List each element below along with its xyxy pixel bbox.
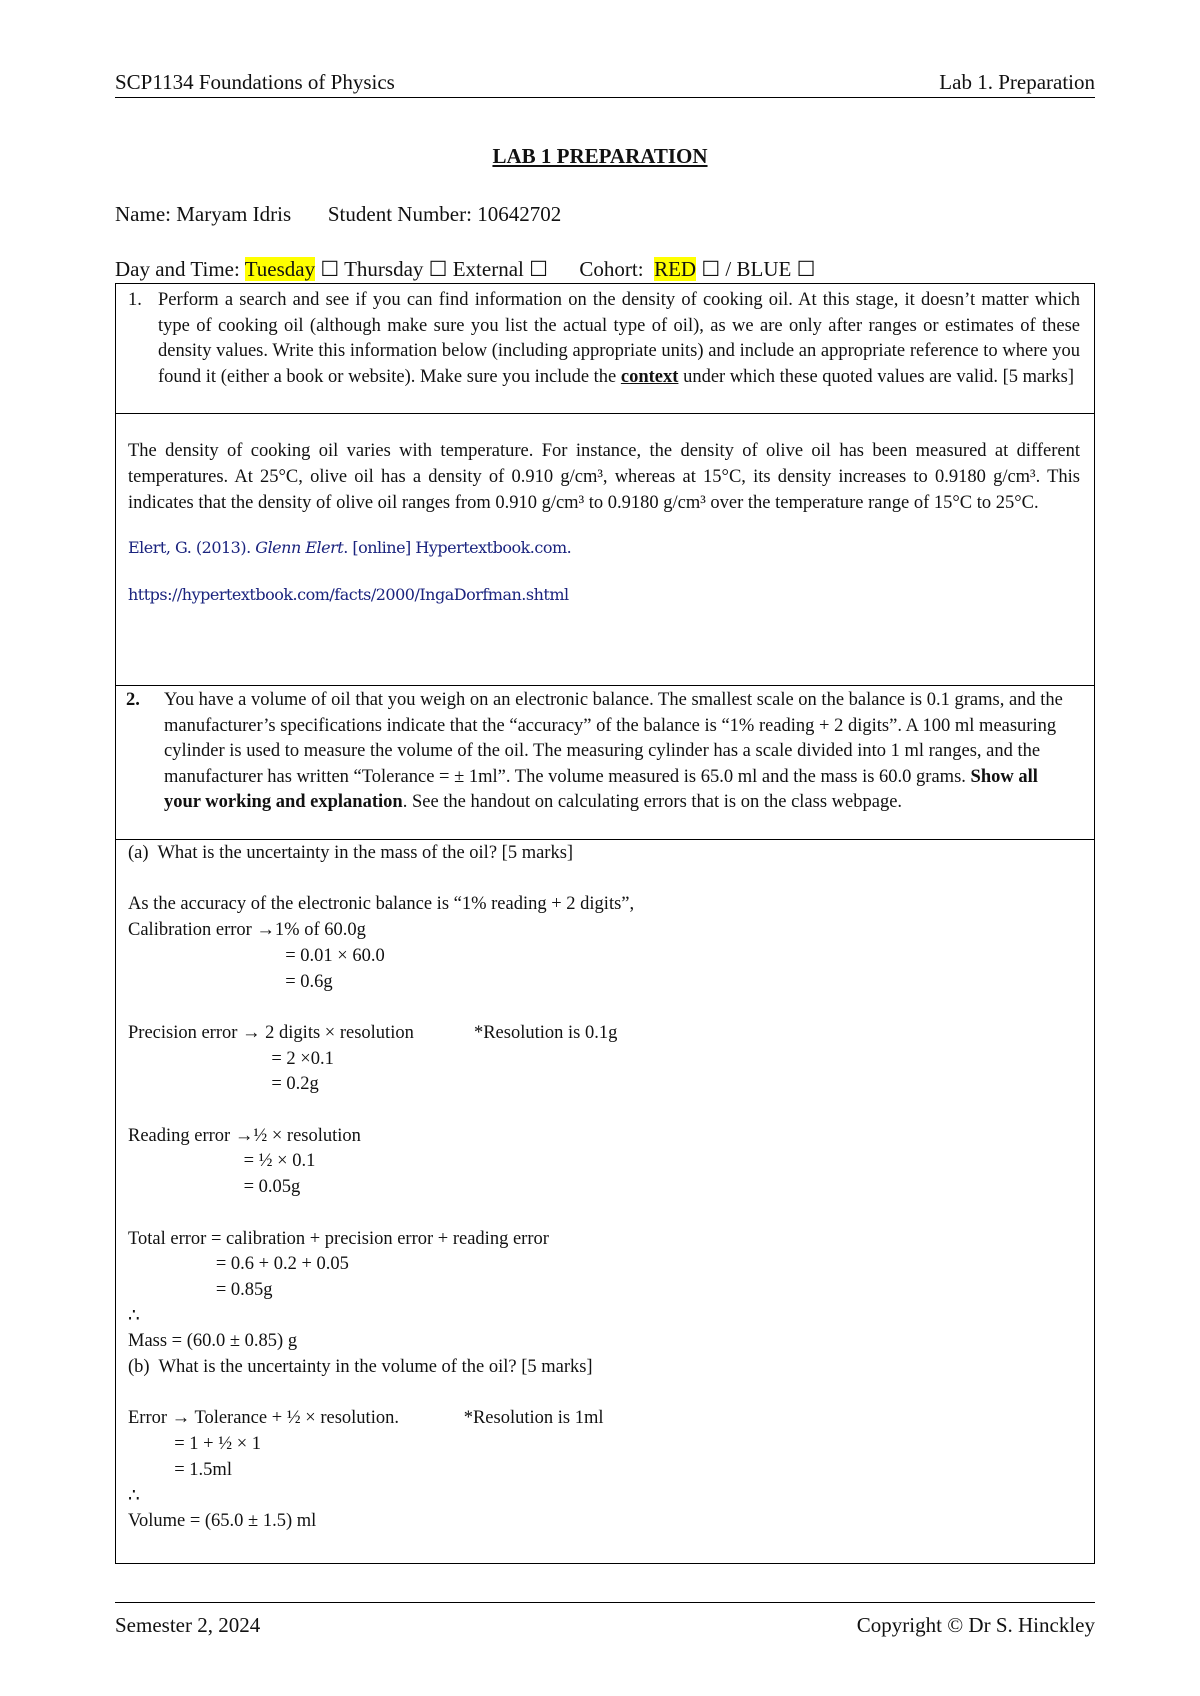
- question-2-text: [164, 688, 1064, 816]
- tuesday-highlight: Tuesday: [244, 257, 316, 281]
- part-b-question: (b) What is the uncertainty in the volume of the oil? [5 marks]: [128, 1357, 593, 1378]
- student-number: Student Number: 10642702: [327, 202, 562, 226]
- question-1-end: under which these quoted values are valid. [5 marks]: [678, 366, 1075, 387]
- question-2-box: [115, 686, 1095, 840]
- student-name: Name: Maryam Idris: [115, 202, 292, 226]
- cohort-label: Cohort:: [547, 257, 655, 281]
- question-2-end: . See the handout on calculating errors that is on the class webpage.: [402, 792, 903, 812]
- page-header: [115, 70, 1095, 98]
- answer-1-box: [115, 414, 1095, 686]
- day-time-label: Day and Time:: [115, 257, 245, 281]
- part-b-working: Error → Tolerance + ½ × resolution. *Resolution is 1ml = 1 + ½ × 1 = 1.5ml ∴ Volume = (65.0 ± 1.5) ml: [128, 1408, 604, 1532]
- question-1-body: Perform a search and see if you can find information on the density of cooking oil. At this stage, it doesn’t matter which type of cooking oil (although make sure you list the actual type of oil), as we are only after ranges or estimates of these density values. Write this information below (including appropriate units) and include an appropriate reference to where you found it (either a book or website). Make sure you include the: [158, 290, 1080, 387]
- question-1: [128, 288, 1080, 390]
- question-1-box: [115, 283, 1095, 414]
- reference-source: . [online] Hypertextbook.com.: [343, 538, 572, 557]
- reference-url[interactable]: https://hypertextbook.com/facts/2000/IngaDorfman.shtml: [128, 585, 569, 604]
- question-2-body: You have a volume of oil that you weigh on an electronic balance. The smallest scale on the balance is 0.1 grams, and the manufacturer’s specifications indicate that the “accuracy” of the balance is “1% reading + 2 digits”. A 100 ml measuring cylinder is used to measure the volume of the oil. The measuring cylinder has a scale divided into 1 ml ranges, and the manufacturer has written “Tolerance = ± 1ml”. The volume measured is 65.0 ml and the mass is 60.0 grams.: [164, 690, 1063, 787]
- answer-1-text: The density of cooking oil varies with temperature. For instance, the density of olive oil has been measured at different temperatures. At 25°C, olive oil has a density of 0.910 g/cm³, whereas at 15°C, its density increases to 0.9180 g/cm³. This indicates that the density of olive oil ranges from 0.910 g/cm³ to 0.9180 g/cm³ over the temperature range of 15°C to 25°C.: [128, 441, 1080, 513]
- page-title: LAB 1 PREPARATION: [492, 144, 708, 168]
- answer-2-box: [115, 840, 1095, 1564]
- context-emphasis: context: [620, 366, 679, 387]
- cohort-options: ☐ / BLUE ☐: [696, 257, 816, 281]
- part-a-question: (a) What is the uncertainty in the mass of the oil? [5 marks]: [128, 843, 574, 863]
- course-title: SCP1134 Foundations of Physics: [115, 70, 395, 94]
- working-emphasis: Show all your working and explanation: [164, 766, 1038, 812]
- copyright-label: Copyright © Dr S. Hinckley: [856, 1613, 1095, 1637]
- semester-label: Semester 2, 2024: [115, 1613, 261, 1637]
- day-options: ☐ Thursday ☐ External ☐: [315, 257, 548, 281]
- reference-title: Glenn Elert: [255, 538, 344, 557]
- question-1-text: [158, 288, 1080, 390]
- reference-author: Elert, G. (2013).: [128, 538, 256, 557]
- section-title: Lab 1. Preparation: [939, 70, 1095, 94]
- reference-citation: [128, 538, 1080, 557]
- day-time-line: [115, 257, 815, 282]
- part-a-working: As the accuracy of the electronic balance is “1% reading + 2 digits”, Calibration error →1% of 60.0g = 0.01 × 60.0 = 0.6g Precision error → 2 digits × resolution *Resolution is 0.1g = 2 ×0.1 = 0.2g Reading error →½ × resolution = ½ × 0.1 = 0.05g Total error = calibration + precision error + reading error = 0.6 + 0.2 + 0.05 = 0.85g ∴ Mass = (60.0 ± 0.85) g: [128, 894, 635, 1352]
- question-2-number: 2.: [126, 690, 140, 710]
- question-1-number: 1.: [128, 290, 142, 310]
- question-2: [126, 688, 1064, 816]
- student-info-line: [115, 202, 561, 227]
- red-highlight: RED: [654, 257, 697, 281]
- page-footer: [115, 1602, 1095, 1638]
